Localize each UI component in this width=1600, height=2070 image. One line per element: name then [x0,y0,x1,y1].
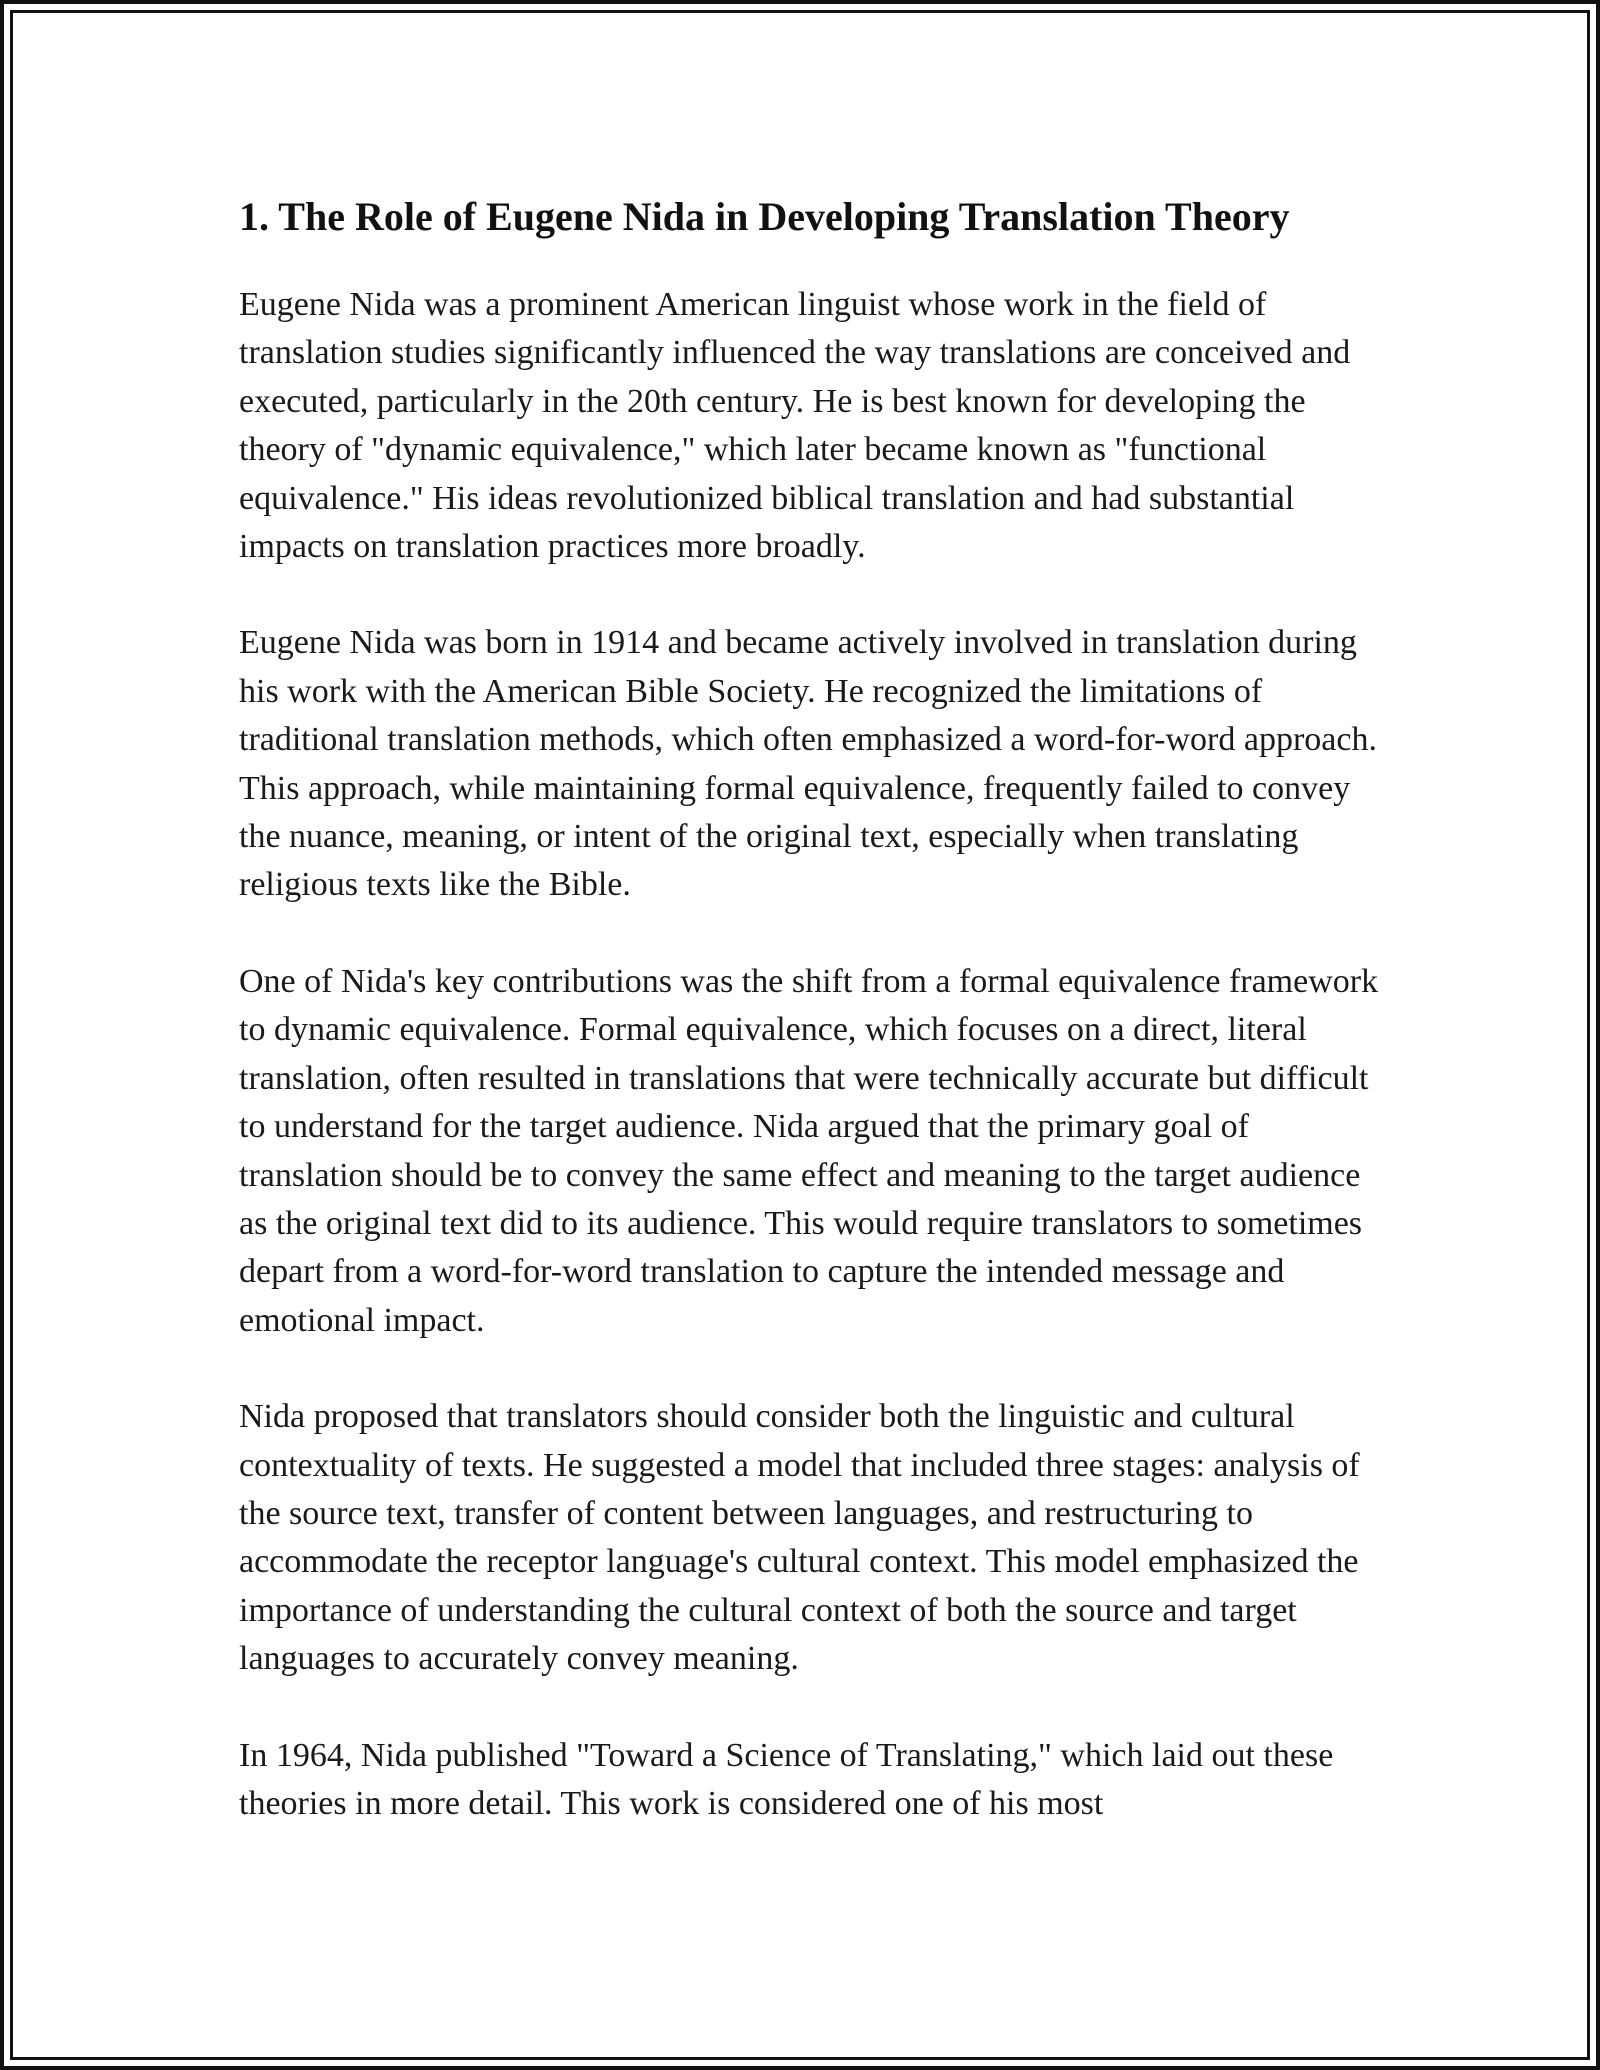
section-heading: 1. The Role of Eugene Nida in Developing Translation Theory [239,194,1290,239]
document-body [239,187,1379,1876]
paragraph-5: In 1964, Nida published "Toward a Science of Translating," which laid out these theories in more detail. This work is considered one of his most [239,1736,1334,1822]
paragraph-3: One of Nida's key contributions was the shift from a formal equivalence framework to dynamic equivalence. Formal equivalence, which focuses on a direct, literal translation, often resulted in translations that were technically accurate but difficult to understand for the target audience. Nida argued that the primary goal of translation should be to convey the same effect and meaning to the target audience as the original text did to its audience. This would require translators to sometimes depart from a word-for-word translation to capture the intended message and emotional impact. [239,962,1379,1339]
paragraph-1: Eugene Nida was a prominent American linguist whose work in the field of translation studies significantly influenced the way translations are conceived and executed, particularly in the 20th century. He is best known for developing the theory of "dynamic equivalence," which later became known as "functional equivalence." His ideas revolutionized biblical translation and had substantial impacts on translation practices more broadly. [239,286,1351,566]
paragraph-2: Eugene Nida was born in 1914 and became actively involved in translation during his work with the American Bible Society. He recognized the limitations of traditional translation methods, which often emphasized a word-for-word approach. This approach, while maintaining formal equivalence, frequently failed to convey the nuance, meaning, or intent of the original text, especially when translating religious texts like the Bible. [239,624,1377,904]
paragraph-4: Nida proposed that translators should consider both the linguistic and cultural contextuality of texts. He suggested a model that included three stages: analysis of the source text, transfer of content between languages, and restructuring to accommodate the receptor language's cultural context. This model emphasized the importance of understanding the cultural context of both the source and target languages to accurately convey meaning. [239,1398,1360,1678]
